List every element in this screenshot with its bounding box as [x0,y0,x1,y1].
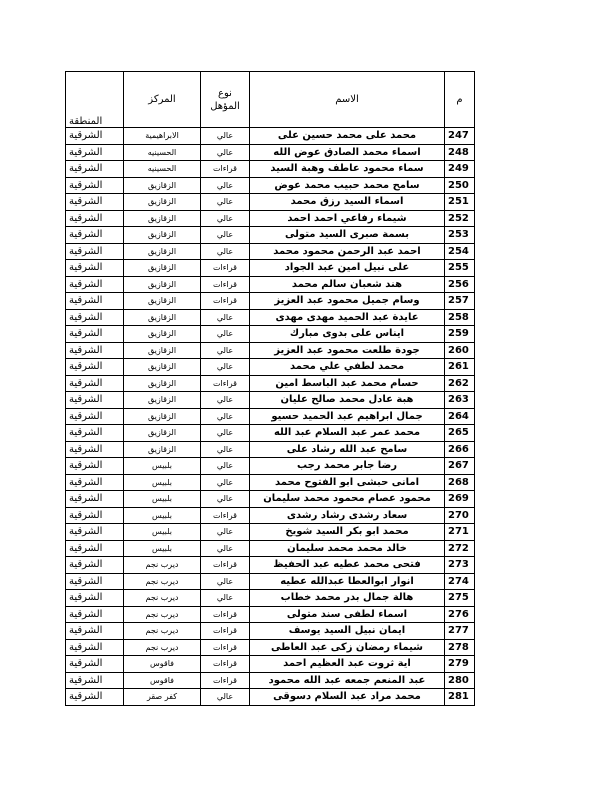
table-row [66,326,475,343]
row-name: بسمة صبرى السيد متولى [250,227,445,244]
row-qualification: عالي [201,573,250,590]
row-name: محمد عمر عبد السلام عبد الله [250,425,445,442]
row-name: رضا جابر محمد رجب [250,458,445,475]
row-center: الزقازيق [124,293,201,310]
row-center: الابراهيمية [124,128,201,145]
row-name: هالة جمال بدر محمد خطاب [250,590,445,607]
row-name: على نبيل امين عبد الجواد [250,260,445,277]
row-region: الشرقية [66,557,124,574]
roster-body [66,128,475,706]
row-name: انوار ابوالعطا عبدالله عطيه [250,573,445,590]
table-row [66,227,475,244]
row-qualification: قراءات [201,260,250,277]
row-name: ايمان نبيل السيد يوسف [250,623,445,640]
row-qualification: قراءات [201,557,250,574]
row-qualification: عالي [201,540,250,557]
header-name: الاسم [250,72,445,128]
row-number: 271 [445,524,475,541]
row-center: الزقازيق [124,408,201,425]
row-number: 249 [445,161,475,178]
row-qualification: عالي [201,590,250,607]
row-region: الشرقية [66,491,124,508]
row-region: الشرقية [66,161,124,178]
row-name: امانى حبشى ابو الفتوح محمد [250,474,445,491]
table-row [66,210,475,227]
row-center: بلبيس [124,507,201,524]
row-center: بلبيس [124,458,201,475]
row-number: 267 [445,458,475,475]
row-center: بلبيس [124,540,201,557]
row-number: 266 [445,441,475,458]
row-number: 279 [445,656,475,673]
row-name: فتحى محمد عطيه عبد الحفيظ [250,557,445,574]
row-number: 270 [445,507,475,524]
row-center: الزقازيق [124,210,201,227]
row-number: 269 [445,491,475,508]
table-row [66,392,475,409]
row-number: 252 [445,210,475,227]
table-row [66,557,475,574]
row-qualification: عالي [201,144,250,161]
row-number: 248 [445,144,475,161]
row-number: 259 [445,326,475,343]
row-region: الشرقية [66,441,124,458]
row-region: الشرقية [66,507,124,524]
row-qualification: قراءات [201,672,250,689]
header-region: المنطقة [66,72,124,128]
row-center: الزقازيق [124,375,201,392]
row-center: الزقازيق [124,441,201,458]
row-center: الزقازيق [124,177,201,194]
row-name: عايدة عبد الحميد مهدى مهدى [250,309,445,326]
row-qualification: عالي [201,491,250,508]
row-name: محمد على محمد حسين على [250,128,445,145]
row-region: الشرقية [66,623,124,640]
row-center: كفر صقر [124,689,201,706]
row-center: ديرب نجم [124,590,201,607]
table-row [66,359,475,376]
row-center: ديرب نجم [124,573,201,590]
row-number: 250 [445,177,475,194]
row-center: الزقازيق [124,243,201,260]
row-name: جمال ابراهيم عبد الحميد حسيو [250,408,445,425]
table-row [66,194,475,211]
row-region: الشرقية [66,524,124,541]
row-name: شيماء رمضان زكى عبد العاطى [250,639,445,656]
row-region: الشرقية [66,375,124,392]
header-qualification [201,72,250,128]
header-qualification-line1: نوع [218,87,232,99]
row-name: خالد محمد محمد سليمان [250,540,445,557]
row-name: سماء محمود عاطف وهبة السيد [250,161,445,178]
row-name: هبة عادل محمد صالح عليان [250,392,445,409]
row-number: 261 [445,359,475,376]
row-qualification: قراءات [201,375,250,392]
row-number: 254 [445,243,475,260]
row-region: الشرقية [66,177,124,194]
row-region: الشرقية [66,243,124,260]
row-center: الزقازيق [124,227,201,244]
row-qualification: عالي [201,177,250,194]
row-name: هند شعبان سالم محمد [250,276,445,293]
row-name: سامح عبد الله رشاد على [250,441,445,458]
row-qualification: قراءات [201,507,250,524]
row-center: الزقازيق [124,342,201,359]
row-qualification: عالي [201,689,250,706]
table-row [66,144,475,161]
row-number: 277 [445,623,475,640]
row-center: الحسينيه [124,161,201,178]
row-region: الشرقية [66,359,124,376]
row-region: الشرقية [66,656,124,673]
row-region: الشرقية [66,194,124,211]
row-name: اسماء لطفى سند متولى [250,606,445,623]
row-qualification: عالي [201,441,250,458]
roster-table [65,71,475,706]
row-qualification: عالي [201,326,250,343]
row-center: الزقازيق [124,359,201,376]
row-center: بلبيس [124,474,201,491]
table-row [66,507,475,524]
row-region: الشرقية [66,276,124,293]
row-region: الشرقية [66,408,124,425]
row-region: الشرقية [66,227,124,244]
table-row [66,342,475,359]
row-name: حسام محمد عبد الباسط امين [250,375,445,392]
row-center: الزقازيق [124,276,201,293]
row-region: الشرقية [66,540,124,557]
row-number: 275 [445,590,475,607]
row-region: الشرقية [66,144,124,161]
row-name: سعاد رشدى رشاد رشدى [250,507,445,524]
row-number: 274 [445,573,475,590]
row-qualification: عالي [201,309,250,326]
row-number: 253 [445,227,475,244]
row-qualification: قراءات [201,293,250,310]
row-qualification: قراءات [201,606,250,623]
header-row [66,72,475,128]
header-num: م [445,72,475,128]
table-row [66,474,475,491]
row-region: الشرقية [66,590,124,607]
table-row [66,458,475,475]
header-center: المركز [124,72,201,128]
row-name: احمد عبد الرحمن محمود محمد [250,243,445,260]
row-qualification: عالي [201,458,250,475]
row-number: 264 [445,408,475,425]
row-name: اسماء محمد الصادق عوض الله [250,144,445,161]
row-qualification: عالي [201,524,250,541]
table-row [66,573,475,590]
row-qualification: عالي [201,474,250,491]
row-qualification: قراءات [201,161,250,178]
row-region: الشرقية [66,210,124,227]
table-row [66,639,475,656]
table-row [66,177,475,194]
row-number: 273 [445,557,475,574]
row-name: محمود عصام محمود محمد سليمان [250,491,445,508]
row-region: الشرقية [66,672,124,689]
table-row [66,590,475,607]
row-qualification: عالي [201,194,250,211]
row-number: 276 [445,606,475,623]
table-row [66,441,475,458]
row-center: ديرب نجم [124,557,201,574]
table-row [66,623,475,640]
row-center: الزقازيق [124,326,201,343]
row-qualification: عالي [201,342,250,359]
row-region: الشرقية [66,326,124,343]
row-region: الشرقية [66,458,124,475]
row-center: ديرب نجم [124,639,201,656]
table-row [66,672,475,689]
row-name: شيماء رفاعي احمد احمد [250,210,445,227]
row-qualification: قراءات [201,656,250,673]
row-number: 247 [445,128,475,145]
row-center: بلبيس [124,524,201,541]
row-qualification: عالي [201,425,250,442]
row-name: اية ثروت عبد العظيم احمد [250,656,445,673]
row-number: 272 [445,540,475,557]
row-qualification: عالي [201,227,250,244]
table-row [66,276,475,293]
row-region: الشرقية [66,342,124,359]
row-center: الزقازيق [124,194,201,211]
row-number: 260 [445,342,475,359]
row-number: 251 [445,194,475,211]
row-region: الشرقية [66,293,124,310]
table-row [66,375,475,392]
row-qualification: عالي [201,128,250,145]
row-name: وسام جميل محمود عبد العزيز [250,293,445,310]
row-center: بلبيس [124,491,201,508]
table-row [66,689,475,706]
row-name: محمد مراد عبد السلام دسوقى [250,689,445,706]
table-row [66,656,475,673]
row-number: 262 [445,375,475,392]
row-center: الحسينيه [124,144,201,161]
row-center: الزقازيق [124,260,201,277]
row-region: الشرقية [66,309,124,326]
row-number: 281 [445,689,475,706]
row-center: ديرب نجم [124,606,201,623]
row-qualification: قراءات [201,639,250,656]
table-row [66,425,475,442]
row-center: الزقازيق [124,309,201,326]
row-number: 258 [445,309,475,326]
table-row [66,491,475,508]
row-qualification: عالي [201,359,250,376]
row-qualification: عالي [201,243,250,260]
table-row [66,309,475,326]
row-region: الشرقية [66,392,124,409]
row-qualification: عالي [201,392,250,409]
row-qualification: قراءات [201,276,250,293]
row-number: 278 [445,639,475,656]
row-region: الشرقية [66,425,124,442]
row-number: 263 [445,392,475,409]
row-number: 265 [445,425,475,442]
row-number: 268 [445,474,475,491]
row-center: فاقوس [124,672,201,689]
row-name: جودة طلعت محمود عبد العزيز [250,342,445,359]
row-name: محمد لطفي علي محمد [250,359,445,376]
table-row [66,161,475,178]
header-qualification-line2: المؤهل [210,100,240,112]
row-region: الشرقية [66,689,124,706]
row-name: اسماء السيد رزق محمد [250,194,445,211]
row-number: 280 [445,672,475,689]
row-region: الشرقية [66,573,124,590]
table-row [66,408,475,425]
row-region: الشرقية [66,639,124,656]
row-region: الشرقية [66,606,124,623]
table-row [66,606,475,623]
table-row [66,540,475,557]
row-name: عبد المنعم جمعه عبد الله محمود [250,672,445,689]
row-center: الزقازيق [124,425,201,442]
table-row [66,293,475,310]
row-region: الشرقية [66,474,124,491]
row-region: الشرقية [66,260,124,277]
row-center: ديرب نجم [124,623,201,640]
row-qualification: عالي [201,210,250,227]
row-number: 257 [445,293,475,310]
table-row [66,260,475,277]
row-qualification: قراءات [201,623,250,640]
row-number: 255 [445,260,475,277]
row-name: ايناس على بدوى مبارك [250,326,445,343]
row-name: محمد ابو بكر السيد شويخ [250,524,445,541]
row-qualification: عالي [201,408,250,425]
table-row [66,243,475,260]
table-row [66,524,475,541]
row-name: سامح محمد حبيب محمد عوض [250,177,445,194]
row-number: 256 [445,276,475,293]
row-center: الزقازيق [124,392,201,409]
row-center: فاقوس [124,656,201,673]
row-region: الشرقية [66,128,124,145]
table-row [66,128,475,145]
